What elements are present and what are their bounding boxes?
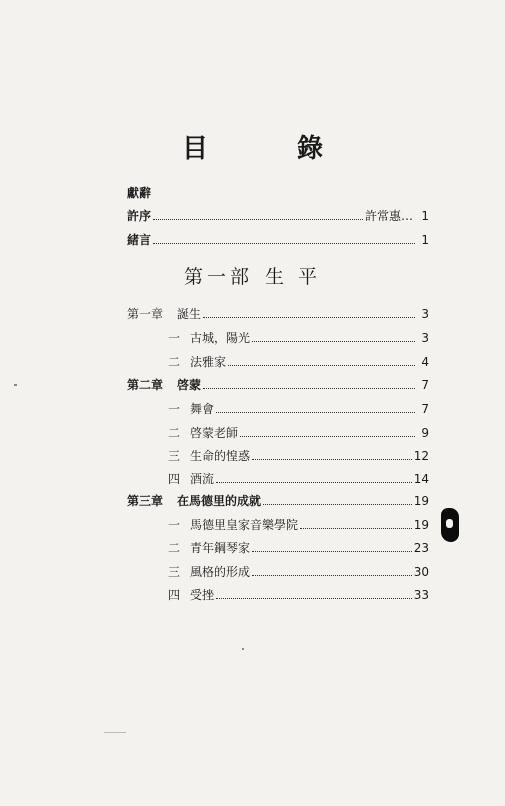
toc-page-number: 30 (413, 565, 429, 579)
toc-section[interactable] (168, 330, 429, 346)
section-number: 一 (168, 402, 181, 416)
part-name: 第一部 (183, 266, 253, 288)
toc-section[interactable] (168, 425, 429, 441)
toc-page-number: 14 (413, 472, 429, 486)
toc-page-number: 19 (413, 518, 429, 532)
toc-page-number: 12 (413, 449, 429, 463)
section-number: 二 (168, 355, 181, 369)
part-subtitle: 生 平 (264, 266, 322, 288)
ink-blot-mark (441, 508, 459, 542)
toc-section[interactable] (168, 587, 429, 603)
toc-section[interactable] (168, 448, 429, 464)
toc-section[interactable] (168, 471, 429, 487)
section-title: 生命的惶惑 (190, 449, 251, 463)
leader-dots (216, 473, 412, 483)
toc-section[interactable] (168, 517, 429, 533)
section-title: 受挫 (190, 588, 215, 602)
leader-dots (153, 234, 415, 244)
toc-entry-introduction[interactable] (127, 232, 429, 248)
section-title: 法雅家 (190, 355, 227, 369)
leader-dots (216, 403, 415, 413)
toc-page-number: 19 (413, 494, 429, 508)
section-title: 酒流 (190, 472, 215, 486)
section-number: 三 (168, 565, 181, 579)
leader-dots (252, 566, 412, 576)
chapter-number: 第一章 (127, 307, 164, 321)
toc-page-number: 4 (421, 355, 429, 369)
toc-page-number: 7 (421, 378, 429, 392)
leader-dots (252, 332, 415, 342)
toc-entry-author: 許常惠… (364, 209, 413, 223)
toc-page-number: 3 (421, 331, 429, 345)
scan-speck (14, 384, 17, 386)
chapter-number: 第三章 (127, 494, 164, 508)
leader-dots (228, 356, 415, 366)
toc-page-number: 33 (413, 588, 429, 602)
toc-chapter[interactable] (127, 306, 429, 322)
toc-entry-label: 許序 (127, 209, 152, 223)
chapter-number: 第二章 (127, 378, 164, 392)
toc-section[interactable] (168, 540, 429, 556)
section-number: 二 (168, 426, 181, 440)
toc-page-number: 3 (421, 307, 429, 321)
section-number: 四 (168, 588, 181, 602)
section-title: 青年鋼琴家 (190, 541, 251, 555)
toc-chapter[interactable] (127, 493, 429, 509)
toc-page-number: 23 (413, 541, 429, 555)
toc-page-number: 9 (421, 426, 429, 440)
toc-section[interactable] (168, 401, 429, 417)
toc-chapter[interactable] (127, 377, 429, 393)
toc-entry-dedication[interactable] (127, 185, 151, 201)
scan-speck (104, 732, 126, 733)
toc-page-number: 1 (421, 209, 429, 223)
leader-dots (203, 379, 415, 389)
leader-dots (263, 495, 412, 505)
section-number: 三 (168, 449, 181, 463)
section-title: 古城，陽光 (190, 331, 251, 345)
section-number: 一 (168, 518, 181, 532)
leader-dots (203, 308, 415, 318)
section-title: 馬德里皇家音樂學院 (190, 518, 299, 532)
part-heading (0, 262, 505, 289)
toc-entry-preface[interactable] (127, 208, 429, 224)
section-number: 二 (168, 541, 181, 555)
leader-dots (216, 589, 412, 599)
leader-dots (252, 450, 412, 460)
section-title: 風格的形成 (190, 565, 251, 579)
toc-page-number: 7 (421, 402, 429, 416)
toc-entry-label: 緒言 (127, 233, 152, 247)
page-title: 目 錄 (181, 134, 364, 164)
section-number: 四 (168, 472, 181, 486)
toc-page-number: 1 (421, 233, 429, 247)
chapter-title: 在馬德里的成就 (177, 494, 262, 508)
scan-speck (242, 648, 244, 650)
chapter-title: 啓蒙 (177, 378, 202, 392)
leader-dots (240, 427, 415, 437)
chapter-title: 誕生 (177, 307, 202, 321)
section-number: 一 (168, 331, 181, 345)
section-title: 舞會 (190, 402, 215, 416)
leader-dots (153, 210, 363, 220)
leader-dots (300, 519, 412, 529)
toc-section[interactable] (168, 354, 429, 370)
toc-section[interactable] (168, 564, 429, 580)
toc-entry-label: 獻辭 (127, 186, 152, 200)
leader-dots (252, 542, 412, 552)
section-title: 啓蒙老師 (190, 426, 239, 440)
